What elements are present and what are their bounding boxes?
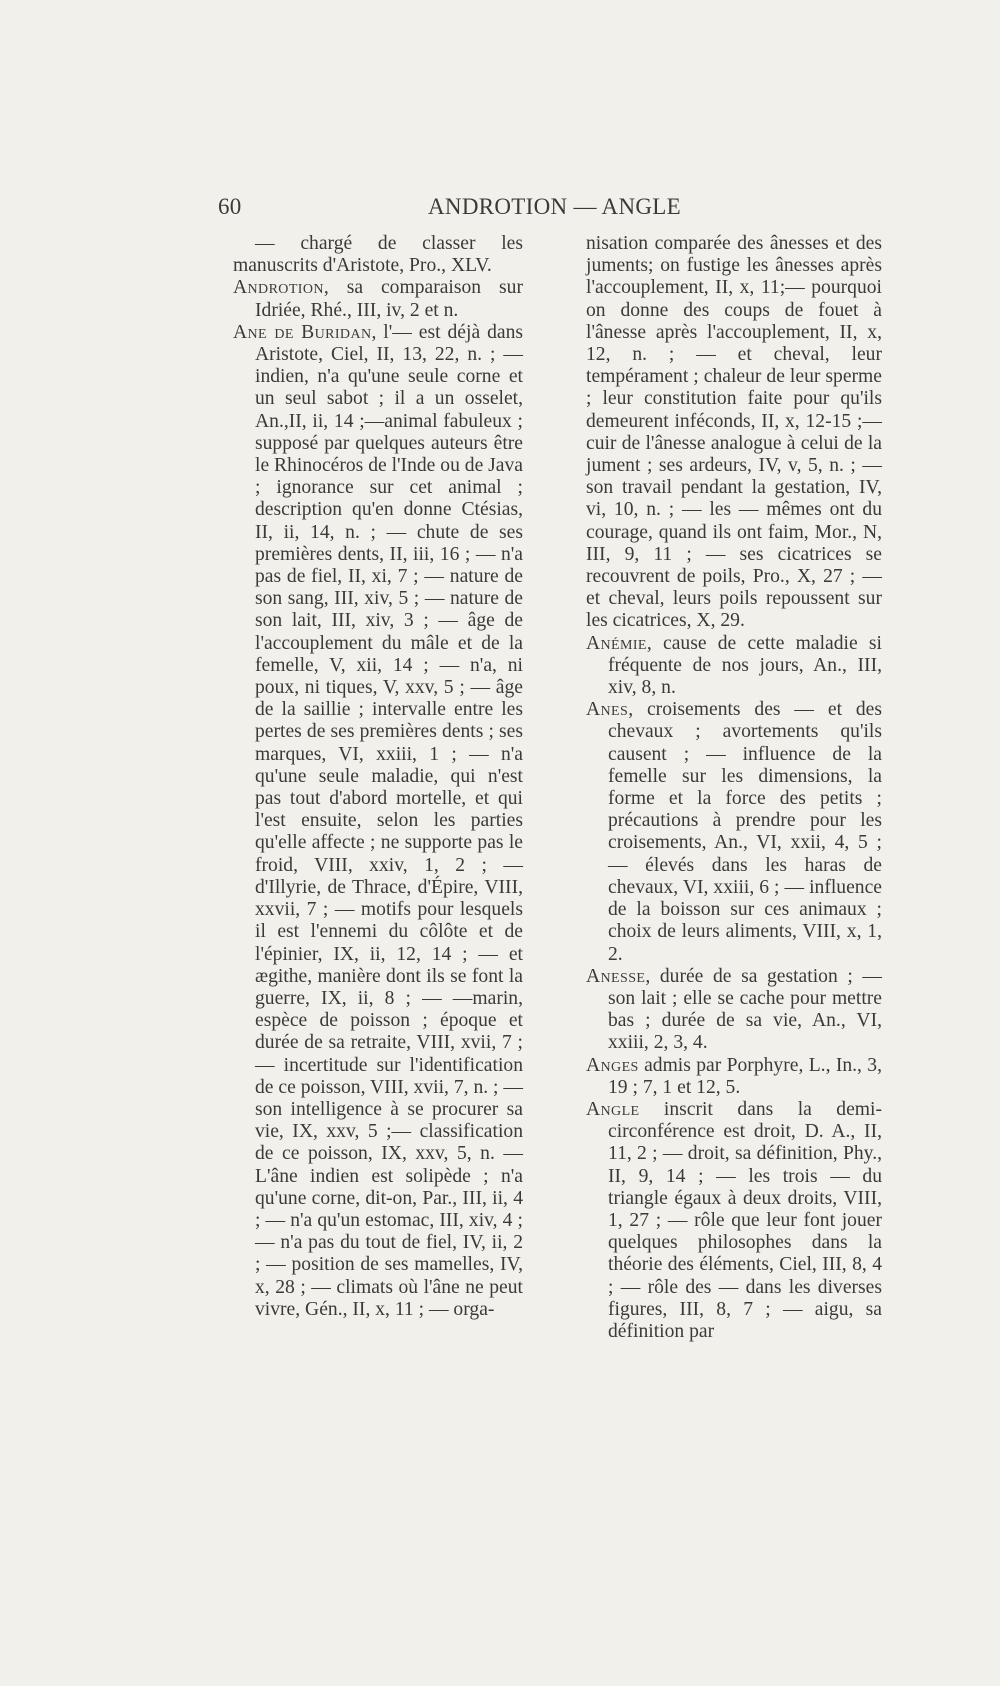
right-column: [586, 233, 882, 1343]
page-number: 60: [218, 194, 242, 219]
entry-anes: [586, 699, 882, 965]
entry-head: Anges: [586, 1054, 639, 1076]
entry-text: , sa comparaison sur Idriée, Rhé., III, iv, 2 et n.: [255, 277, 523, 321]
entry-text: , cause de cette maladie si fréquente de nos jours, An., III, xiv, 8, n.: [608, 632, 882, 699]
entry-androtion: [233, 277, 523, 321]
entry-ane-de-buridan: [233, 322, 523, 1321]
entry-head: Ane de Buridan: [233, 321, 372, 343]
left-column: [233, 233, 523, 1321]
left-continuation: [233, 233, 523, 277]
running-title: ANDROTION — ANGLE: [428, 194, 681, 219]
entry-angle: [586, 1099, 882, 1343]
page-header: [218, 194, 778, 230]
entry-head: Anes: [586, 699, 629, 721]
entry-text: , l'— est déjà dans Aristote, Ciel, II, 13, 22, n. ; — indien, n'a qu'une seule corne et un seul sabot ; il a un osselet, An.,II, ii, 14 ;—animal fabuleux ; supposé par quelques auteurs être le Rhinocéros de l'Inde ou de Java ; ignorance sur cet animal ; description qu'en donne Ctésias, II, ii, 14, n. ; — chute de ses premières dents, II, iii, 16 ; — n'a pas de fiel, II, xi, 7 ; — nature de son sang, III, xiv, 5 ; — nature de son lait, III, xiv, 3 ; — âge de l'accouplement du mâle et de la femelle, V, xii, 14 ; — n'a, ni poux, ni tiques, V, xxv, 5 ; — âge de la saillie ; intervalle entre les pertes de ses premières dents ; ses marques, VI, xxiii, 1 ; — n'a qu'une seule maladie, qui n'est pas tout d'abord mortelle, et qui l'est ensuite, selon les parties qu'elle affecte ; ne supporte pas le froid, VIII, xxiv, 1, 2 ; — d'Illyrie, de Thrace, d'Épire, VIII, xxvii, 7 ; — motifs pour lesquels il est l'ennemi du côlôte et de l'épinier, IX, ii, 12, 14 ; — et ægithe, manière dont ils se font la guerre, IX, ii, 8 ; — —marin, espèce de poisson ; époque et durée de sa retraite, VIII, xvii, 7 ; — incertitude sur l'identification de ce poisson, VIII, xvii, 7, n. ; — son intelligence à se procurer sa vie, IX, xxv, 5 ;— classification de ce poisson, IX, xxv, 5, n. — L'âne indien est solipède ; n'a qu'une corne, dit-on, Par., III, ii, 4 ; — n'a qu'un estomac, III, xiv, 4 ; — n'a pas du tout de fiel, IV, ii, 2 ; — position de ses mamelles, IV, x, 28 ; — climats où l'âne ne peut vivre, Gén., II, x, 11 ; — orga-: [255, 321, 523, 1320]
entry-head: Anesse: [586, 965, 646, 987]
entry-anesse: [586, 966, 882, 1055]
entry-text: — chargé de classer les manuscrits d'Aristote, Pro., XLV.: [233, 233, 523, 277]
entry-head: Anémie: [586, 632, 647, 654]
entry-anemie: [586, 633, 882, 700]
entry-text: admis par Porphyre, L., In., 3, 19 ; 7, 1 et 12, 5.: [608, 1054, 882, 1098]
entry-text: , croisements des — et des chevaux ; avortements qu'ils causent ; — influence de la femelle sur les dimensions, la forme et la force des petits ; précautions à prendre pour les croisements, An., VI, xxii, 4, 5 ; — élevés dans les haras de chevaux, VI, xxiii, 6 ; — influence de la boisson sur ces animaux ; choix de leurs aliments, VIII, x, 1, 2.: [608, 699, 882, 965]
right-continuation: [586, 233, 882, 633]
entry-text: , durée de sa gestation ; — son lait ; elle se cache pour mettre bas ; durée de sa vie, An., VI, xxiii, 2, 3, 4.: [608, 965, 882, 1054]
entry-head: Androtion: [233, 277, 324, 299]
entry-head: Angle: [586, 1098, 640, 1120]
entry-anges: [586, 1055, 882, 1099]
entry-text: nisation comparée des ânesses et des juments; on fustige les ânesses après l'accouplement, II, x, 11;— pourquoi on donne des coups de fouet à l'ânesse après l'accouplement, II, x, 12, n. ; — et cheval, leur tempérament ; chaleur de leur sperme ; leur constitution faite pour qu'ils demeurent inféconds, II, x, 12-15 ;—cuir de l'ânesse analogue à celui de la jument ; ses ardeurs, IV, v, 5, n. ; — son travail pendant la gestation, IV, vi, 10, n. ; — les — mêmes ont du courage, quand ils ont faim, Mor., N, III, 9, 11 ; — ses cicatrices se recouvrent de poils, Pro., X, 27 ; — et cheval, leurs poils repoussent sur les cicatrices, X, 29.: [586, 233, 882, 632]
entry-text: inscrit dans la demi-circonférence est droit, D. A., II, 11, 2 ; — droit, sa définition, Phy., II, 9, 14 ; — les trois — du triangle égaux à deux droits, VIII, 1, 27 ; — rôle que leur font jouer quelques philosophes dans la théorie des éléments, Ciel, III, 8, 4 ; — rôle des — dans les diverses figures, III, 8, 7 ; — aigu, sa définition par: [608, 1098, 882, 1342]
